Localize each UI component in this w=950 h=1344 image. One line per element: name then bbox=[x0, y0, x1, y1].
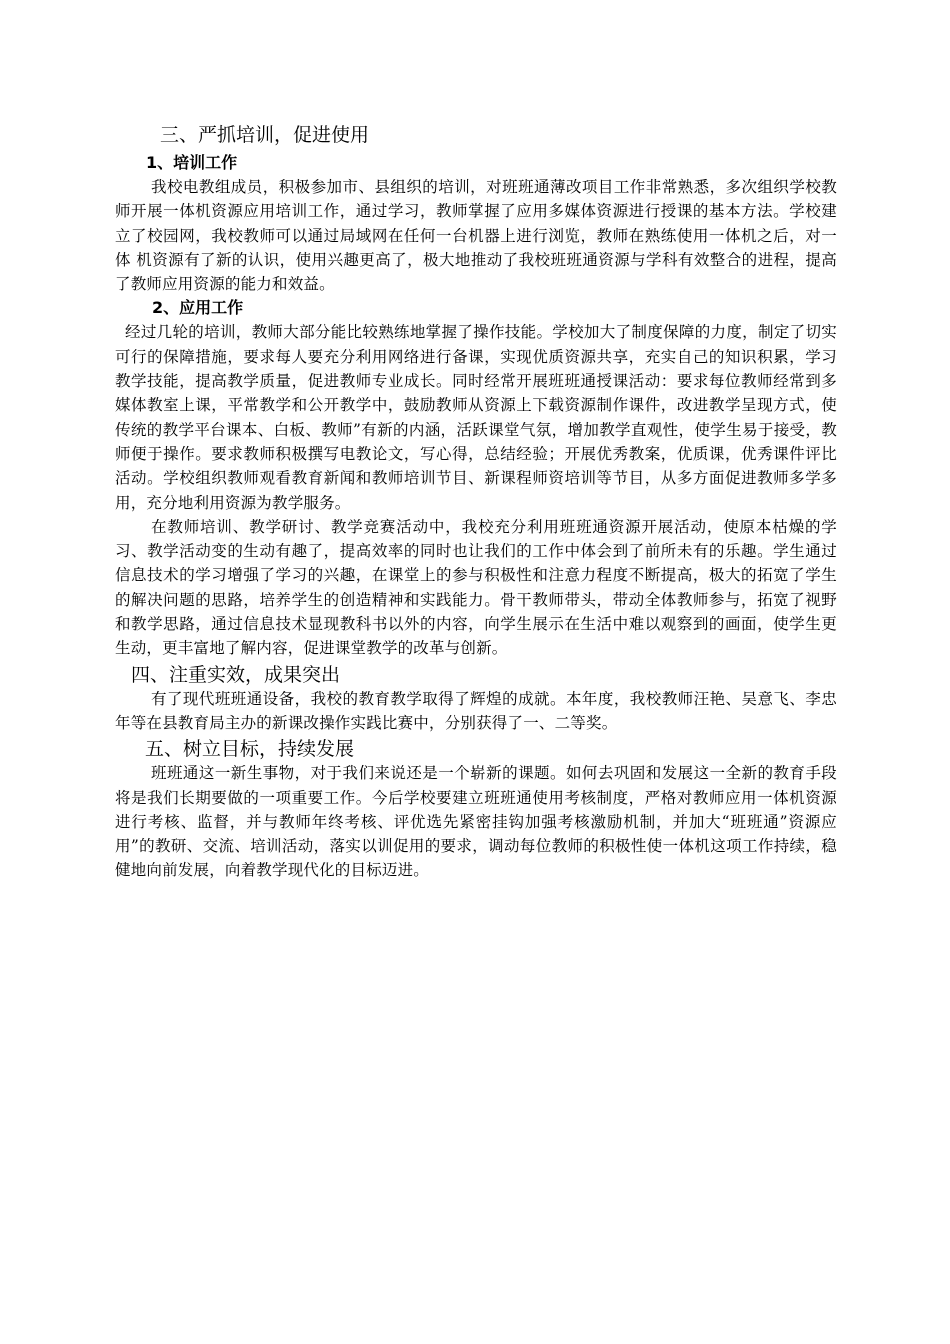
section-3-sub2-title: 2、应用工作 bbox=[152, 298, 244, 318]
section-5-heading: 五、树立目标，持续发展 bbox=[145, 738, 355, 761]
section-3-sub2-paragraph-2: 在教师培训、教学研讨、教学竞赛活动中，我校充分利用班班通资源开展活动，使原本枯燥的学习、教学活动变的生动有趣了，提高效率的同时也让我们的工作中体会到了前所未有的乐趣。学生通过信息技术的学习增强了学习的兴趣，在课堂上的参与积极性和注意力程度不断提高，极大的拓宽了学生的解决问题的思路，培养学生的创造精神和实践能力。骨干教师带头，带动全体教师参与，拓宽了视野和教学思路，通过信息技术显现教科书以外的内容，向学生展示在生活中难以观察到的画面，使学生更生动，更丰富地了解内容，促进课堂教学的改革与创新。 bbox=[115, 517, 837, 658]
section-4-heading: 四、注重实效，成果突出 bbox=[131, 663, 341, 686]
section-3-heading: 三、严抓培训，促进使用 bbox=[160, 124, 370, 146]
section-4-paragraph: 有了现代班班通设备，我校的教育教学取得了辉煌的成就。本年度，我校教师汪艳、吴意飞、李忠年等在县教育局主办的新课改操作实践比赛中，分别获得了一、二等奖。 bbox=[115, 689, 837, 732]
section-3-sub1-title: 1、培训工作 bbox=[146, 153, 238, 172]
section-3-sub2-paragraph-1: 经过几轮的培训，教师大部分能比较熟练地掌握了操作技能。学校加大了制度保障的力度，制定了切实可行的保障措施，要求每人要充分利用网络进行备课，实现优质资源共享，充实自己的知识积累，学习教学技能，提高教学质量，促进教师专业成长。同时经常开展班班通授课活动：要求每位教师经常到多媒体教室上课，平常教学和公开教学中，鼓励教师从资源上下载资源制作课件，改进教学呈现方式，使传统的教学平台课本、白板、教师”有新的内涵，活跃课堂气氛，增加教学直观性，使学生易于接受，教师便于操作。要求教师积极撰写电教论文，写心得，总结经验；开展优秀教案，优质课，优秀课件评比活动。学校组织教师观看教育新闻和教师培训节目、新课程师资培训等节目，从多方面促进教师多学多用，充分地利用资源为教学服务。 bbox=[115, 323, 837, 512]
section-5-paragraph: 班班通这一新生事物，对于我们来说还是一个崭新的课题。如何去巩固和发展这一全新的教育手段将是我们长期要做的一项重要工作。今后学校要建立班班通使用考核制度，严格对教师应用一体机资源进行考核、监督，并与教师年终考核、评优选先紧密挂钩加强考核激励机制，并加大“班班通”资源应用”的教研、交流、培训活动，落实以训促用的要求，调动每位教师的积极性使一体机这项工作持续，稳健地向前发展，向着教学现代化的目标迈进。 bbox=[115, 764, 837, 880]
document-body bbox=[115, 121, 837, 883]
section-3-sub1-paragraph: 我校电教组成员，积极参加市、县组织的培训，对班班通薄改项目工作非常熟悉，多次组织学校教师开展一体机资源应用培训工作，通过学习，教师掌握了应用多媒体资源进行授课的基本方法。学校建立了校园网，我校教师可以通过局域网在任何一台机器上进行浏览，教师在熟练使用一体机之后，对一体 机资源有了新的认识，使用兴趣更高了，极大地推动了我校班班通资源与学科有效整合的进程，提高了教师应用资源的能力和效益。 bbox=[115, 178, 837, 294]
